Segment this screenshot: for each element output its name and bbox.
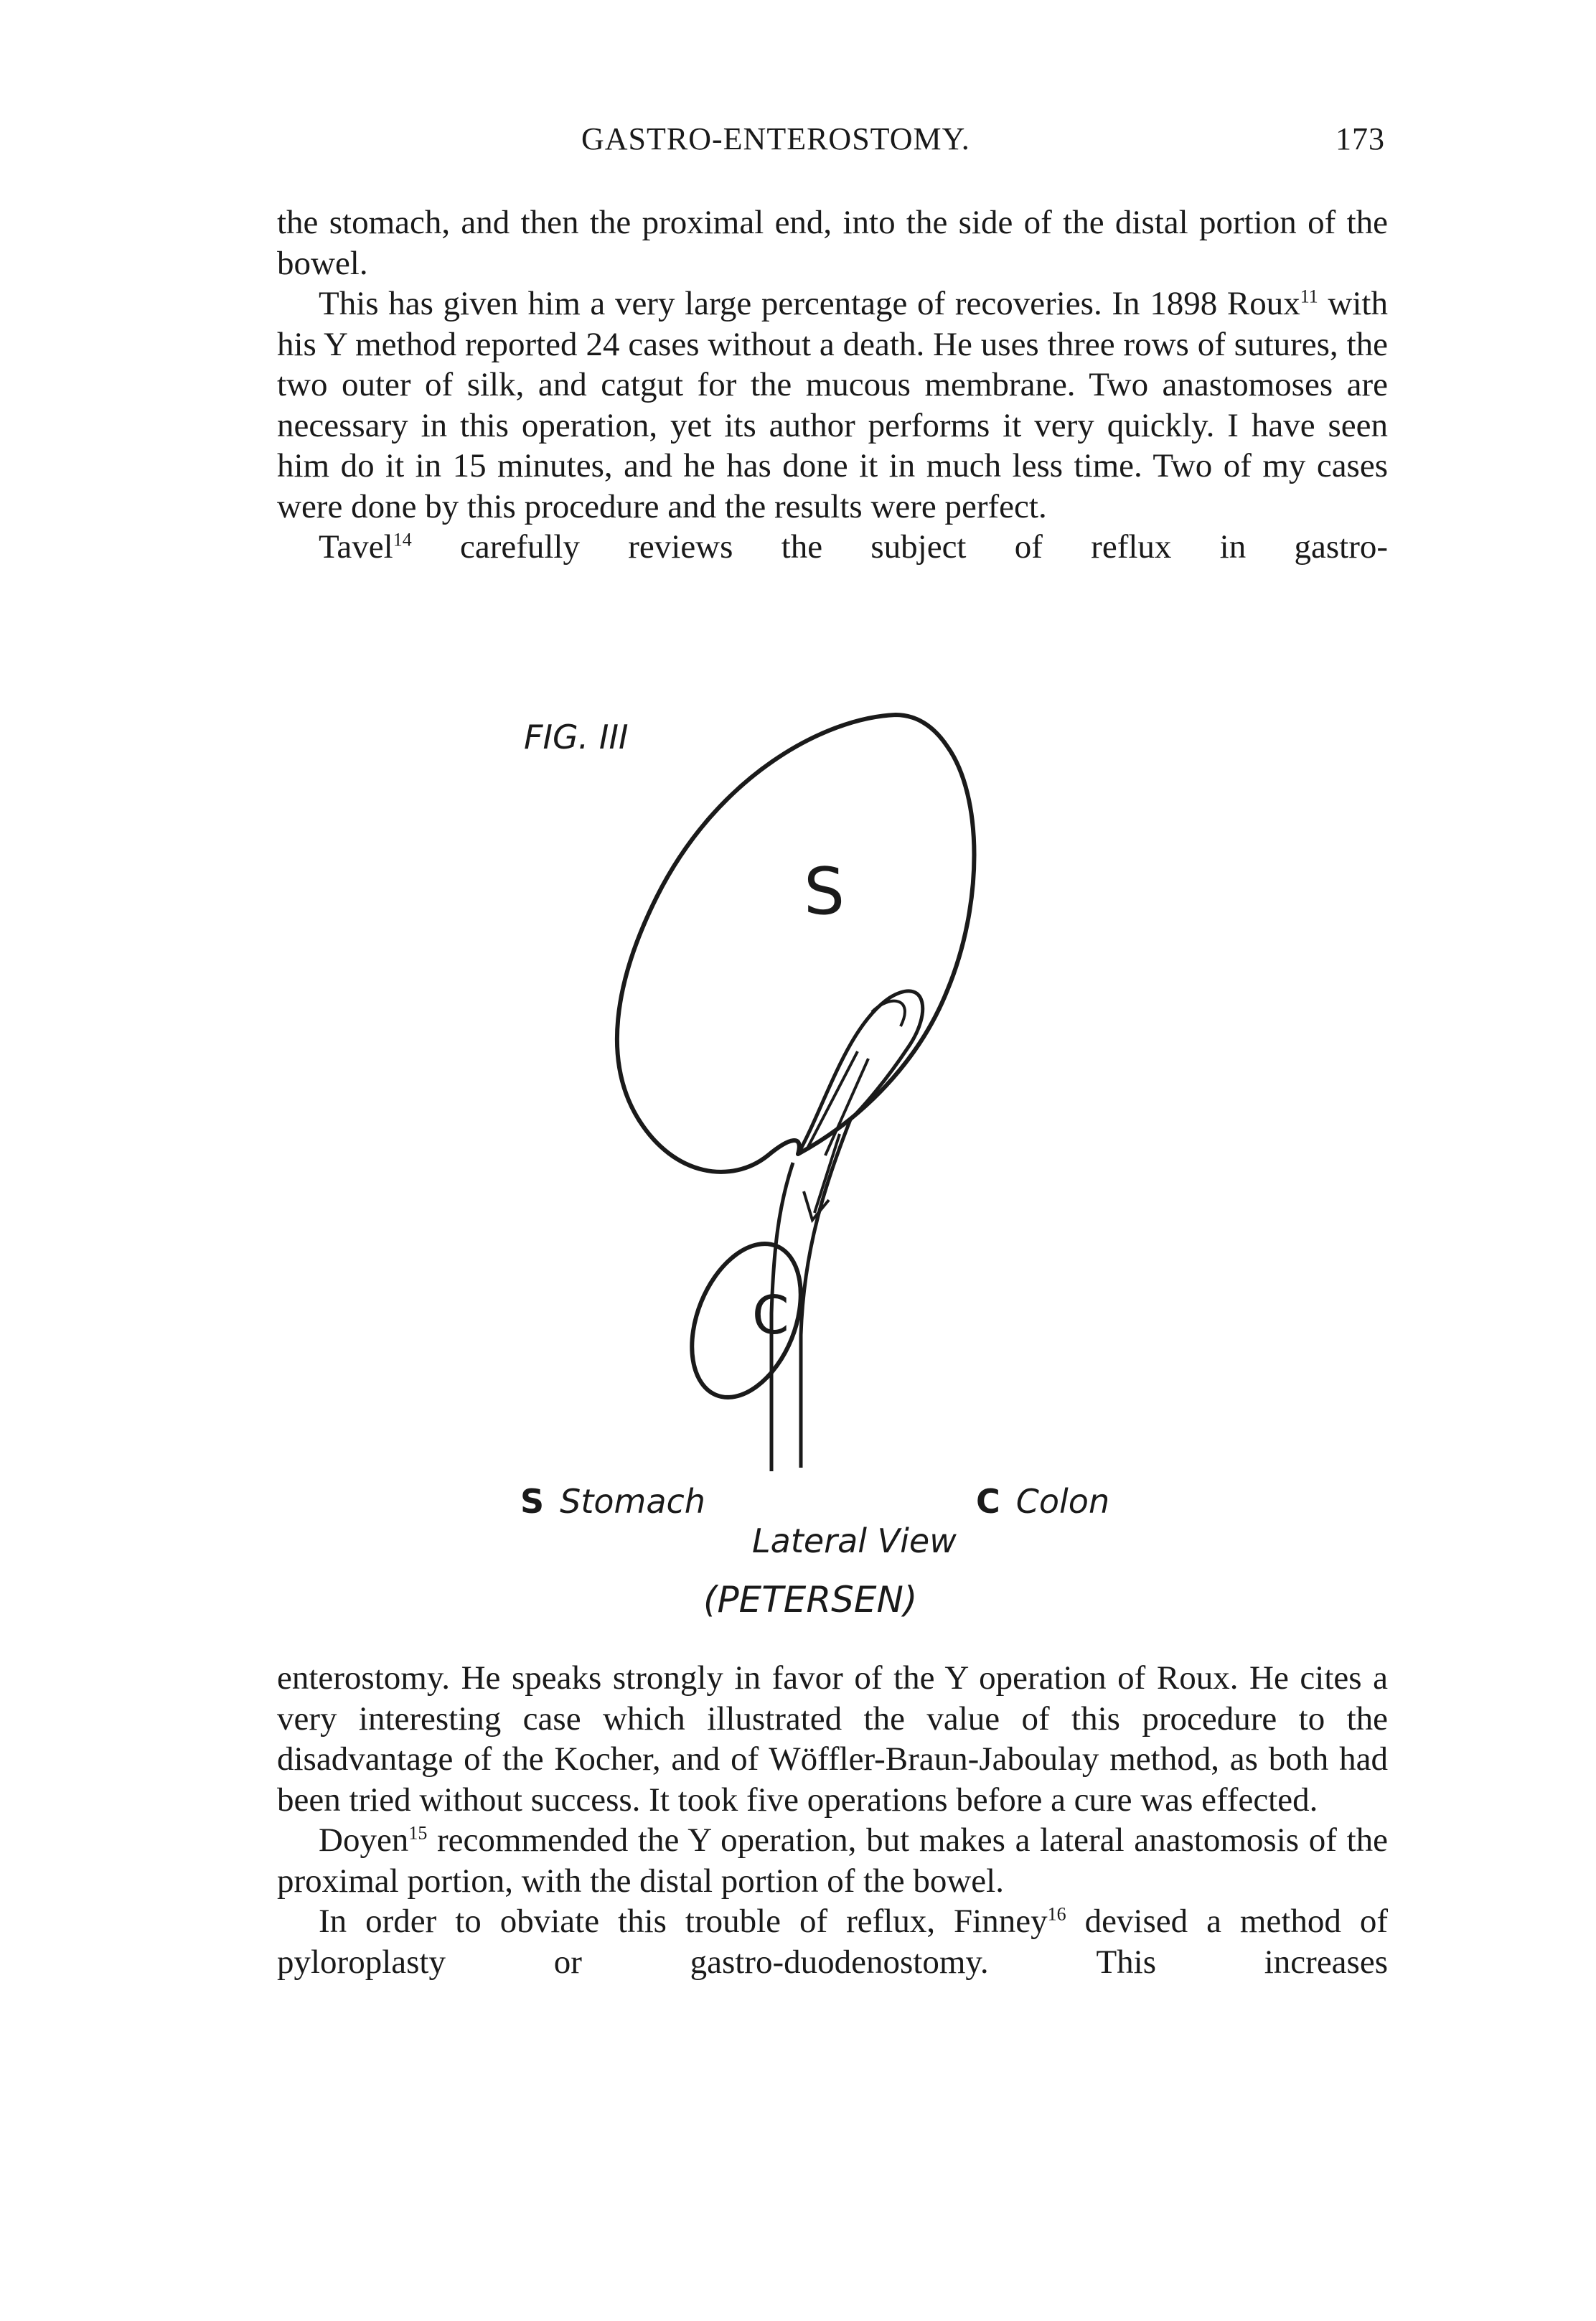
footnote-ref: 16 — [1047, 1903, 1066, 1925]
footnote-ref: 11 — [1300, 286, 1318, 307]
stomach-outline — [617, 715, 975, 1172]
legend-stomach: S Stomach — [520, 1482, 705, 1521]
figure-label: FIG. III — [524, 718, 629, 756]
paragraph: Doyen$^{15}$ recommended the Y operation, but makes a lateral anastomosis of the proximal portion, with the distal portion of the bowel. — [277, 1821, 1388, 1900]
footnote-ref: 15 — [408, 1822, 428, 1844]
body-text-top — [277, 202, 1388, 568]
figure-lateral-view — [488, 689, 1177, 1644]
paragraph: This has given him a very large percentage of recoveries. In 1898 Roux$^{11}$ with his Y method reported 24 cases without a death. He uses three rows of sutures, the two outer of silk, and catgut for the mucous membrane. Two anastomoses are necessary in this operation, yet its author performs it very quickly. I have seen him do it in 15 minutes, and he has done it in much less time. Two of my cases were done by this procedure and the results were perfect. — [277, 285, 1388, 525]
colon-letter: C — [752, 1285, 789, 1346]
paragraph: enterostomy. He speaks strongly in favor of the Y operation of Roux. He cites a very interesting case which illustrated the value of this procedure to the disadvantage of the Kocher, and of Wöffler-Braun-Jaboulay method, as both had been tried without success. It took five operations before a cure was effected. — [277, 1659, 1388, 1819]
running-title: GASTRO-ENTEROSTOMY. — [581, 121, 970, 156]
loop-inner — [872, 1001, 905, 1026]
paragraph: In order to obviate this trouble of reflux, Finney$^{16}$ devised a method of pyloroplasty or gastro-duodenostomy. This increases — [277, 1903, 1389, 1981]
paragraph: the stomach, and then the proximal end, into the side of the distal portion of the bowel. — [277, 204, 1388, 282]
stomach-letter: S — [804, 854, 845, 929]
legend-colon: C Colon — [976, 1482, 1110, 1521]
page-number: 173 — [1336, 121, 1385, 156]
limb-right — [801, 1120, 850, 1468]
view-caption: Lateral View — [752, 1521, 957, 1560]
running-header — [581, 121, 1385, 171]
paragraph: Tavel$^{14}$ carefully reviews the subject of reflux in gastro- — [319, 528, 1388, 566]
body-text-bottom — [277, 1658, 1388, 1982]
footnote-ref: 14 — [393, 529, 412, 550]
author-caption: (PETERSEN) — [703, 1579, 918, 1621]
